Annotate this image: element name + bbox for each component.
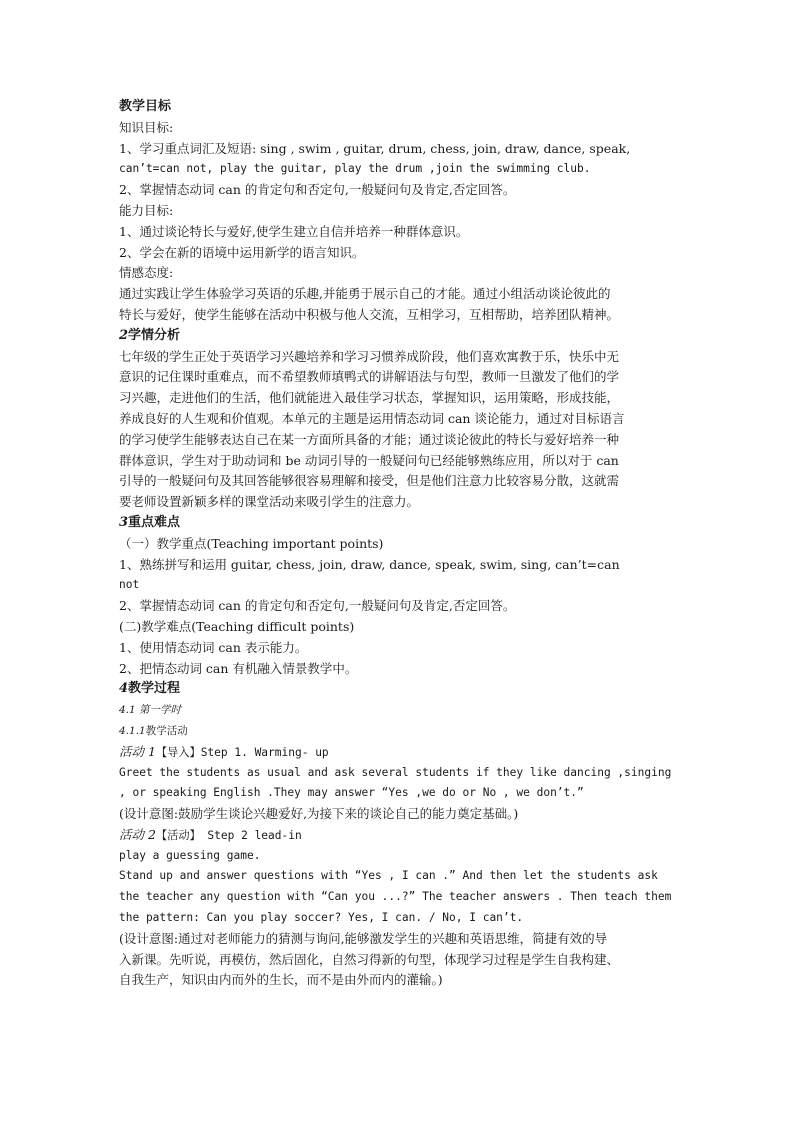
analysis-line-7: 引导的一般疑问句及其回答能够很容易理解和接受，但是他们注意力比较容易分散，这就需 bbox=[119, 473, 620, 489]
activity-1-label: 活动 1 bbox=[119, 743, 156, 759]
analysis-line-2: 意识的记住课时重难点，而不希望教师填鸭式的讲解语法与句型，教师一旦激发了他们的学 bbox=[119, 369, 620, 385]
knowledge-item-1a: 1、学习重点词汇及短语: sing , swim , guitar, drum, chess, join, draw, dance, speak, bbox=[119, 140, 631, 156]
analysis-line-6: 群体意识，学生对于助动词和 be 动词引导的一般疑问句已经能够熟练应用，所以对于 can bbox=[119, 452, 619, 468]
process-heading bbox=[119, 679, 679, 700]
activity-2-label: 活动 2 bbox=[119, 826, 156, 842]
ability-item-2: 2、学会在新的语境中运用新学的语言知识。 bbox=[119, 244, 365, 260]
knowledge-goal-label: 知识目标: bbox=[119, 119, 174, 135]
activity-section-num: 4.1.1 bbox=[119, 724, 146, 737]
key-heading-title: 重点难点 bbox=[128, 514, 181, 530]
important-point-1b: not bbox=[119, 578, 140, 592]
activity-2-tag: 【活动】 Step 2 lead-in bbox=[155, 828, 302, 842]
document-page bbox=[119, 97, 679, 991]
lesson-num: 4.1 bbox=[119, 704, 136, 717]
lesson-heading bbox=[119, 700, 679, 721]
activity-1-tag: 【导入】Step 1. Warming- up bbox=[155, 745, 329, 759]
knowledge-item-1b: can’t=can not, play the guitar, play the drum ,join the swimming club. bbox=[119, 162, 591, 176]
activity-1-text-b: , or speaking English .They may answer “Yes ,we do or No , we don’t.” bbox=[119, 786, 584, 800]
page-title: 教学目标 bbox=[119, 99, 172, 114]
emotion-text-a: 通过实践让学生体验学习英语的乐趣,并能勇于展示自己的才能。通过小组活动谈论彼此的 bbox=[119, 286, 611, 302]
knowledge-item-2: 2、掌握情态动词 can 的肯定句和否定句,一般疑问句及肯定,否定回答。 bbox=[119, 182, 516, 198]
analysis-line-1: 七年级的学生正处于英语学习兴趣培养和学习习惯养成阶段，他们喜欢寓教于乐，快乐中无 bbox=[119, 348, 620, 364]
activity-2-intent-a: (设计意图:通过对老师能力的猜测与询问,能够激发学生的兴趣和英语思维，简捷有效的导 bbox=[119, 930, 608, 946]
important-point-2: 2、掌握情态动词 can 的肯定句和否定句,一般疑问句及肯定,否定回答。 bbox=[119, 598, 516, 614]
activity-1-text-a: Greet the students as usual and ask several students if they like dancing ,singing bbox=[119, 765, 672, 779]
ability-goal-label: 能力目标: bbox=[119, 202, 174, 218]
process-heading-num: 4 bbox=[119, 681, 129, 697]
emotion-goal-label: 情感态度: bbox=[119, 265, 174, 281]
key-heading-num: 3 bbox=[119, 514, 129, 530]
activity-section-heading bbox=[119, 721, 679, 742]
activity-2-intent-c: 自我生产，知识由内而外的生长，而不是由外而内的灌输。) bbox=[119, 972, 443, 988]
analysis-line-3: 习兴趣，走进他们的生活，他们就能进入最佳学习状态，掌握知识，运用策略，形成技能， bbox=[119, 390, 620, 406]
activity-1-heading bbox=[119, 742, 679, 763]
analysis-heading bbox=[119, 326, 679, 347]
ability-item-1: 1、通过谈论特长与爱好,使学生建立自信并培养一种群体意识。 bbox=[119, 223, 469, 239]
activity-2-text-3: the teacher any question with “Can you ...?” The teacher answers . Then teach them bbox=[119, 890, 672, 904]
process-heading-title: 教学过程 bbox=[128, 681, 181, 697]
analysis-line-8: 要老师设置新颖多样的课堂活动来吸引学生的注意力。 bbox=[119, 494, 420, 510]
important-points-heading: （一）教学重点(Teaching important points) bbox=[119, 535, 384, 551]
activity-2-text-2: Stand up and answer questions with “Yes , I can .” And then let the students ask bbox=[119, 869, 658, 883]
difficult-points-heading: (二)教学难点(Teaching difficult points) bbox=[119, 618, 355, 634]
activity-2-heading bbox=[119, 825, 679, 846]
analysis-heading-num: 2 bbox=[119, 327, 129, 343]
analysis-heading-title: 学情分析 bbox=[128, 327, 181, 343]
emotion-text-b: 特长与爱好，使学生能够在活动中积极与他人交流，互相学习，互相帮助，培养团队精神。 bbox=[119, 306, 620, 322]
difficult-point-2: 2、把情态动词 can 有机融入情景教学中。 bbox=[119, 660, 358, 676]
activity-1-intent: (设计意图:鼓励学生谈论兴趣爱好,为接下来的谈论自己的能力奠定基础。) bbox=[119, 806, 519, 822]
activity-2-text-1: play a guessing game. bbox=[119, 848, 261, 862]
lesson-title: 第一学时 bbox=[139, 704, 182, 717]
important-point-1a: 1、熟练拼写和运用 guitar, chess, join, draw, dance, speak, swim, sing, can’t=can bbox=[119, 556, 620, 572]
key-points-heading bbox=[119, 513, 679, 534]
analysis-line-5: 的学习使学生能够表达自己在某一方面所具备的才能；通过谈论彼此的特长与爱好培养一种 bbox=[119, 431, 620, 447]
activity-2-text-4: the pattern: Can you play soccer? Yes, I can. / No, I can’t. bbox=[119, 911, 524, 925]
activity-section-title: 教学活动 bbox=[145, 724, 188, 737]
analysis-line-4: 养成良好的人生观和价值观。本单元的主题是运用情态动词 can 谈论能力，通过对目标语言 bbox=[119, 410, 625, 426]
difficult-point-1: 1、使用情态动词 can 表示能力。 bbox=[119, 639, 308, 655]
activity-2-intent-b: 入新课。先听说，再模仿，然后固化，自然习得新的句型，体现学习过程是学生自我构建、 bbox=[119, 951, 620, 967]
